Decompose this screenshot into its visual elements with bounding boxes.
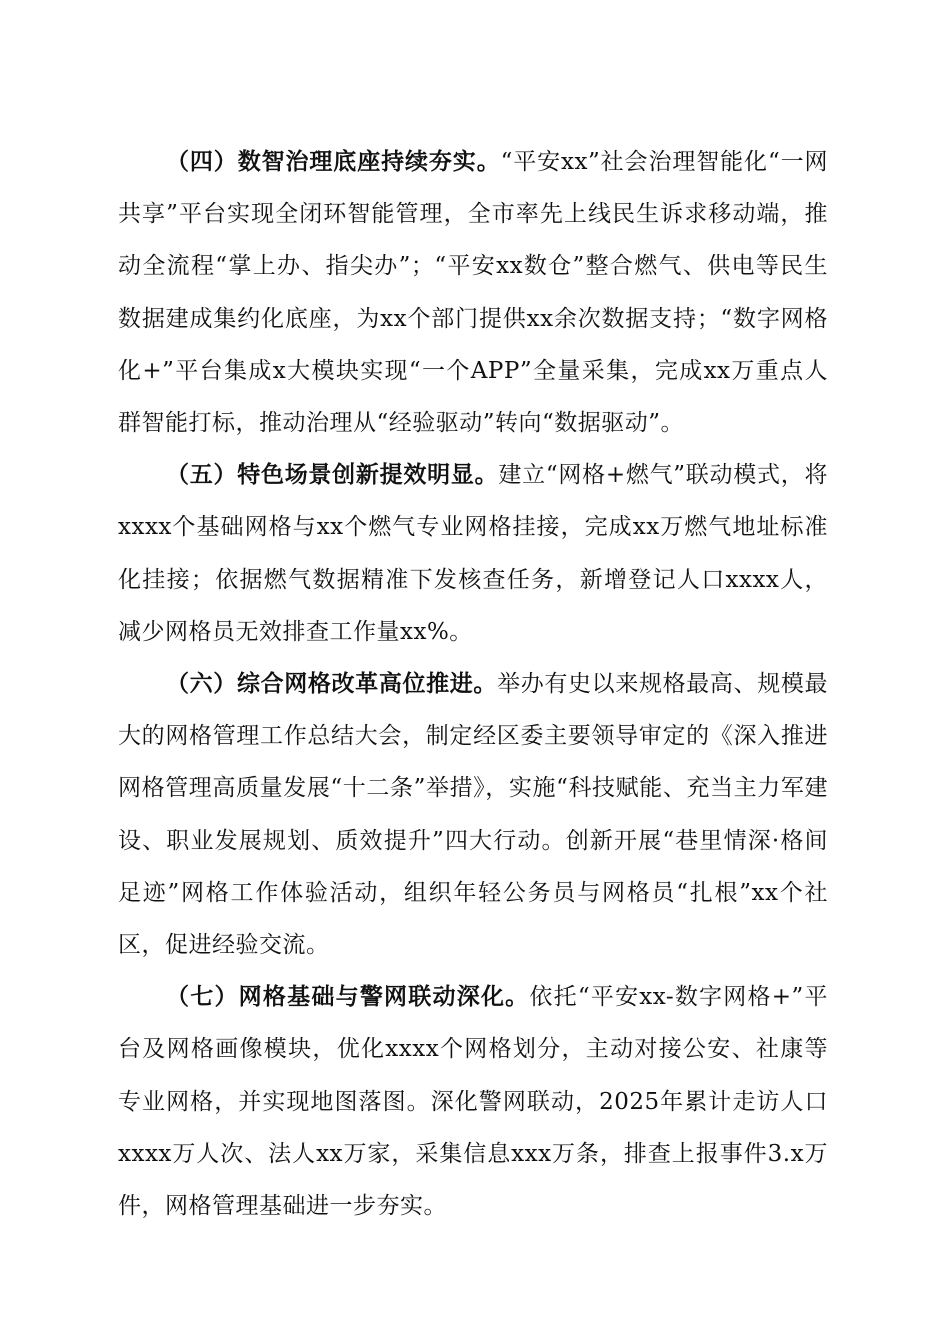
section-heading-4: （四）数智治理底座持续夯实。 (166, 149, 501, 175)
section-text-5: 建立“网格+燃气”联动模式，将xxxx个基础网格与xx个燃气专业网格挂接，完成xx万燃气地址标准化挂接；依据燃气数据精准下发核查任务，新增登记人口xxxx人，减少网格员无效排查工作量xx%。 (118, 462, 828, 645)
section-text-6: 举办有史以来规格最高、规模最大的网格管理工作总结大会，制定经区委主要领导审定的《深入推进网格管理高质量发展“十二条”举措》，实施“科技赋能、充当主力军建设、职业发展规划、质效提升”四大行动。创新开展“巷里情深·格间足迹”网格工作体验活动，组织年轻公务员与网格员“扎根”xx个社区，促进经验交流。 (118, 671, 829, 959)
paragraph-6-grid-reform (118, 658, 828, 971)
section-text-4: “平安xx”社会治理智能化“一网共享”平台实现全闭环智能管理，全市率先上线民生诉求移动端，推动全流程“掌上办、指尖办”；“平安xx数仓”整合燃气、供电等民生数据建成集约化底座，为xx个部门提供xx余次数据支持；“数字网格化+”平台集成x大模块实现“一个APP”全量采集，完成xx万重点人群智能打标，推动治理从“经验驱动”转向“数据驱动”。 (118, 149, 829, 437)
paragraph-4-digital-governance (118, 136, 828, 449)
section-heading-5: （五）特色场景创新提效明显。 (166, 462, 499, 489)
section-heading-7: （七）网格基础与警网联动深化。 (166, 984, 530, 1011)
section-text-7: 依托“平安xx-数字网格+”平台及网格画像模块，优化xxxx个网格划分，主动对接公安、社康等专业网格，并实现地图落图。深化警网联动，2025年累计走访人口xxxx万人次、法人xx万家，采集信息xxx万条，排查上报事件3.x万件，网格管理基础进一步夯实。 (118, 984, 829, 1220)
paragraph-5-scenario-innovation (118, 449, 828, 658)
section-heading-6: （六）综合网格改革高位推进。 (166, 671, 498, 698)
document-body (118, 136, 828, 1232)
paragraph-7-police-grid-linkage (118, 971, 828, 1232)
